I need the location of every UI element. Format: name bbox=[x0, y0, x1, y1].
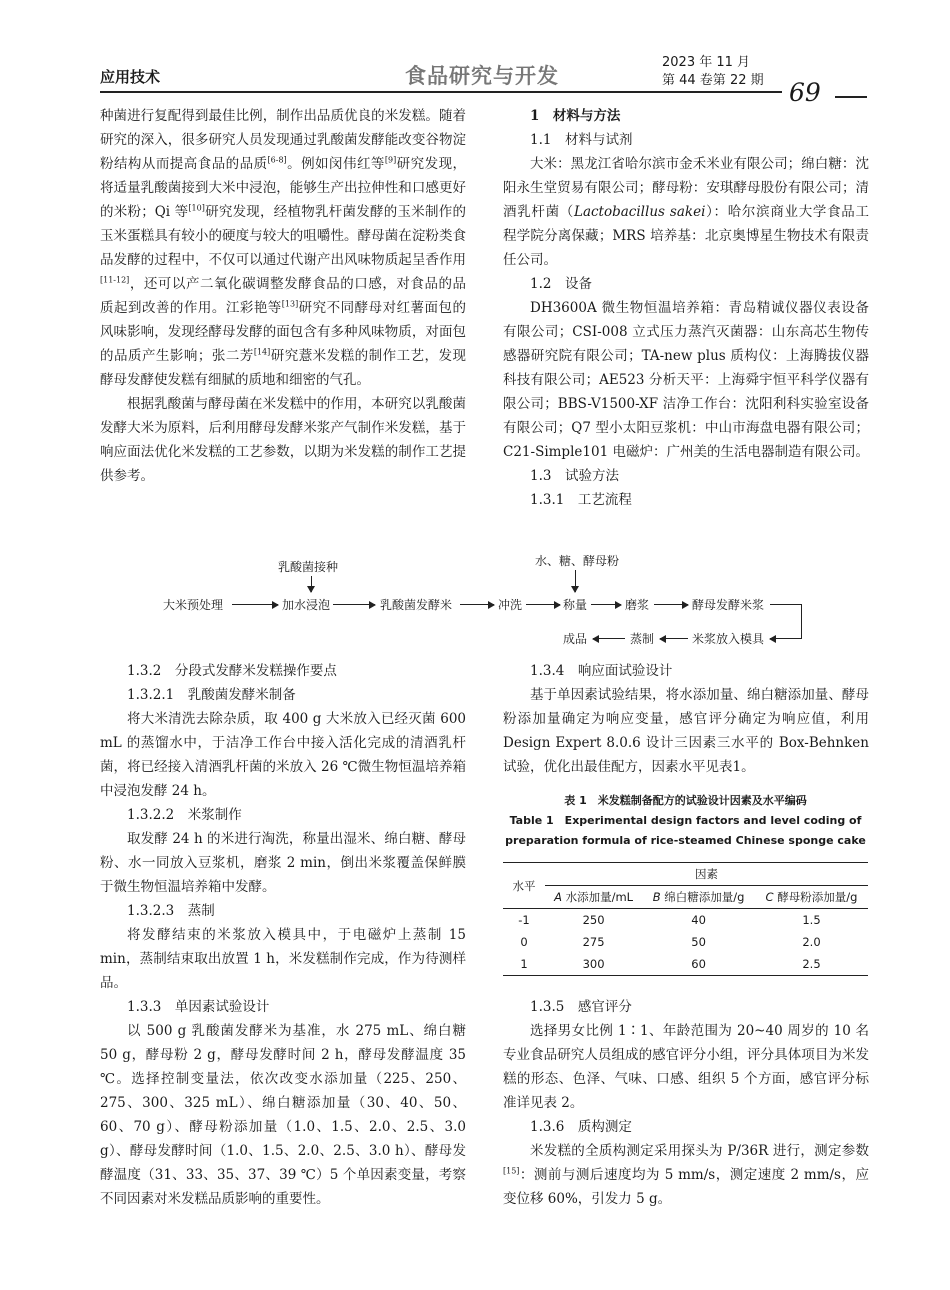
flow-step-7: 酵母发酵米浆 bbox=[692, 598, 765, 612]
flow-arrow bbox=[593, 638, 625, 639]
flow-step-2: 加水浸泡 bbox=[282, 598, 331, 612]
table-caption-en-2: preparation formula of rice-steamed Chinese sponge cake bbox=[505, 834, 866, 847]
table-cell: 1.5 bbox=[802, 913, 821, 927]
heading-1-3-6: 1.3.6 质构测定 bbox=[530, 1119, 632, 1135]
flow-step-6: 磨浆 bbox=[625, 598, 650, 612]
page-number: 69 bbox=[789, 78, 821, 107]
materials-paragraph: 大米：黑龙江省哈尔滨市金禾米业有限公司；绵白糖：沈阳永生堂贸易有限公司；酵母粉：安琪酵母股份有限公司；清酒乳杆菌（Lactobacillus sakei）：哈尔滨商业大学食品工程学院分离保藏；MRS 培养基：北京奥博星生物技术有限责任公司。 bbox=[503, 156, 869, 268]
journal-title: 食品研究与开发 bbox=[405, 64, 559, 88]
heading-1-3-2-2: 1.3.2.2 米浆制作 bbox=[127, 807, 242, 823]
heading-1-2: 1.2 设备 bbox=[530, 276, 592, 292]
heading-1-3-2-3: 1.3.2.3 蒸制 bbox=[127, 903, 215, 919]
table-cell: 60 bbox=[642, 953, 755, 976]
equipment-paragraph: DH3600A 微生物恒温培养箱：青岛精诚仪器仪表设备有限公司；CSI-008 立式压力蒸汽灭菌器：山东高芯生物传感器研究院有限公司；TA-new plus 质构仪：上海腾拔仪器科技有限公司；AE523 分析天平：上海舜宇恒平科学仪器有限公司；BBS-V1500-XF 洁净工作台：沈阳利科实验室设备有限公司；Q7 型小太阳豆浆机：中山市海盘电器有限公司；C21-Simple101 电磁炉：广州美的生活电器制造有限公司。 bbox=[503, 300, 869, 460]
aim-paragraph: 根据乳酸菌与酵母菌在米发糕中的作用，本研究以乳酸菌发酵大米为原料，后利用酵母发酵米浆产气制作米发糕，基于响应面法优化米发糕的工艺参数，以期为米发糕的制作工艺提供参考。 bbox=[100, 396, 466, 484]
heading-1-3-4: 1.3.4 响应面试验设计 bbox=[530, 663, 673, 679]
table-level-header: 水平 bbox=[503, 863, 545, 909]
table-caption-en-1: Table 1 Experimental design factors and level coding of bbox=[509, 814, 862, 827]
flow-arrow bbox=[770, 638, 802, 639]
table-cell: 50 bbox=[691, 935, 706, 949]
heading-1-3-1: 1.3.1 工艺流程 bbox=[530, 492, 632, 508]
table-cell: 40 bbox=[691, 913, 706, 927]
intro-paragraph: 种菌进行复配得到最佳比例，制作出品质优良的米发糕。随着研究的深入，很多研究人员发现通过乳酸菌发酵能改变谷物淀粉结构从而提高食品的品质[6-8]。例如闵伟红等[9]研究发现，将适量乳酸菌接到大米中浸泡，能够生产出拉伸性和口感更好的米粉；Qi 等[10]研究发现，经植物乳杆菌发酵的玉米制作的玉米蛋糕具有较小的硬度与较大的咀嚼性。酵母菌在淀粉类食品发酵的过程中，不仅可以通过代谢产出风味物质起呈香作用[11-12]，还可以产二氧化碳调整发酵食品的口感，对食品的品质起到改善的作用。江彩艳等[13]研究不同酵母对红薯面包的风味影响，发现经酵母发酵的面包含有多种风味物质，对面包的品质产生影响；张二芳[14]研究薏米发糕的制作工艺，发现酵母发酵使发糕有细腻的质地和细密的气孔。 bbox=[100, 108, 467, 388]
flow-connector bbox=[770, 604, 802, 605]
right-column-top bbox=[503, 104, 869, 512]
paragraph-1-3-4: 基于单因素试验结果，将水添加量、绵白糖添加量、酵母粉添加量确定为响应变量，感官评分确定为响应值，利用 Design Expert 8.0.6 设计三因素三水平的 Box-Behnken 试验，优化出最佳配方，因素水平见表1。 bbox=[503, 687, 869, 775]
flow-step-3: 乳酸菌发酵米 bbox=[380, 598, 453, 612]
flow-step-8: 米浆放入模具 bbox=[692, 632, 765, 646]
table-cell: 300 bbox=[545, 953, 642, 976]
flow-step-5: 称量 bbox=[563, 598, 588, 612]
section-label: 应用技术 bbox=[100, 68, 161, 86]
heading-1-3-2: 1.3.2 分段式发酵米发糕操作要点 bbox=[127, 663, 337, 679]
paragraph-1-3-5: 选择男女比例 1∶1、年龄范围为 20~40 周岁的 10 名专业食品研究人员组成的感官评分小组，评分具体项目为米发糕的形态、色泽、气味、口感、组织 5 个方面，感官评分标准详见表 2。 bbox=[503, 1023, 869, 1111]
paragraph-1-3-6: 米发糕的全质构测定采用探头为 P/36R 进行，测定参数[15]：测前与测后速度均为 5 mm/s，测定速度 2 mm/s，应变位移 60%，引发力 5 g。 bbox=[503, 1143, 869, 1207]
table-caption bbox=[503, 791, 868, 851]
heading-1-3-3: 1.3.3 单因素试验设计 bbox=[127, 999, 270, 1015]
flow-connector-vertical bbox=[801, 604, 802, 638]
flow-arrow-down-1 bbox=[311, 576, 312, 592]
flow-arrow-down-2 bbox=[575, 570, 576, 592]
table-cell: 0 bbox=[520, 935, 528, 949]
right-column-middle bbox=[503, 659, 869, 779]
table-col-c: C 酵母粉添加量/g bbox=[755, 886, 868, 909]
table-col-b: B 绵白糖添加量/g bbox=[642, 886, 755, 909]
issue-volume: 第 44 卷第 22 期 bbox=[662, 73, 764, 88]
paragraph-1-3-2-1: 将大米清洗去除杂质，取 400 g 大米放入已经灭菌 600 mL 的蒸馏水中，于洁净工作台中接入活化完成的清酒乳杆菌，将已经接入清酒乳杆菌的米放入 26 ℃微生物恒温培养箱中浸泡发酵 24 h。 bbox=[100, 711, 466, 799]
table-cell: -1 bbox=[518, 913, 530, 927]
flow-step-9: 蒸制 bbox=[630, 632, 655, 646]
issue-info bbox=[662, 54, 764, 90]
flow-arrow bbox=[333, 604, 375, 605]
flow-arrow bbox=[654, 604, 688, 605]
table-row bbox=[503, 909, 868, 932]
table-cell: 275 bbox=[582, 935, 605, 949]
table-cell: 2.5 bbox=[755, 953, 868, 976]
flow-step-1: 大米预处理 bbox=[163, 598, 224, 612]
header-rule bbox=[100, 91, 782, 93]
table-caption-cn: 表 1 米发糕制备配方的试验设计因素及水平编码 bbox=[564, 794, 807, 807]
issue-date: 2023 年 11 月 bbox=[662, 55, 751, 70]
table-factor-header: 因素 bbox=[545, 863, 868, 886]
heading-1-1: 1.1 材料与试剂 bbox=[530, 132, 633, 148]
table-cell: 1 bbox=[503, 953, 545, 976]
flow-additives-label: 水、糖、酵母粉 bbox=[535, 554, 620, 568]
table-col-a: A 水添加量/mL bbox=[545, 886, 642, 909]
flow-step-4: 冲洗 bbox=[498, 598, 523, 612]
factor-level-table bbox=[503, 862, 868, 976]
heading-1-3: 1.3 试验方法 bbox=[530, 468, 619, 484]
section-heading-1: 1 材料与方法 bbox=[530, 108, 621, 124]
paragraph-1-3-2-2: 取发酵 24 h 的米进行淘洗，称量出湿米、绵白糖、酵母粉、水一同放入豆浆机，磨浆 2 min，倒出米浆覆盖保鲜膜于微生物恒温培养箱中发酵。 bbox=[100, 831, 466, 895]
flow-arrow bbox=[232, 604, 278, 605]
flow-step-10: 成品 bbox=[563, 632, 588, 646]
right-column-bottom bbox=[503, 995, 869, 1211]
flow-arrow bbox=[660, 638, 688, 639]
table-cell: 250 bbox=[582, 913, 605, 927]
process-flow-diagram bbox=[0, 550, 950, 650]
left-column-bottom bbox=[100, 659, 466, 1211]
heading-1-3-2-1: 1.3.2.1 乳酸菌发酵米制备 bbox=[127, 687, 296, 703]
flow-inoculation-label: 乳酸菌接种 bbox=[278, 560, 339, 574]
paragraph-1-3-3: 以 500 g 乳酸菌发酵米为基准，水 275 mL、绵白糖 50 g，酵母粉 2 g，酵母发酵时间 2 h，酵母发酵温度 35 ℃。选择控制变量法，依次改变水添加量（225、250、275、300、325 mL）、绵白糖添加量（30、40、50、60、70 g）、酵母粉添加量（1.0、1.5、2.0、2.5、3.0 g）、酵母发酵时间（1.0、1.5、2.0、2.5、3.0 h）、酵母发酵温度（31、33、35、37、39 ℃）5 个单因素变量，考察不同因素对米发糕品质影响的重要性。 bbox=[100, 1023, 466, 1207]
table-row bbox=[503, 931, 868, 953]
flow-arrow bbox=[460, 604, 494, 605]
page-number-rule bbox=[835, 96, 867, 98]
paragraph-1-3-2-3: 将发酵结束的米浆放入模具中，于电磁炉上蒸制 15 min，蒸制结束取出放置 1 h，米发糕制作完成，作为待测样品。 bbox=[100, 927, 466, 991]
flow-arrow bbox=[526, 604, 560, 605]
table-cell: 2.0 bbox=[802, 935, 821, 949]
left-column-top bbox=[100, 104, 466, 488]
flow-arrow bbox=[591, 604, 621, 605]
table-row bbox=[503, 953, 868, 976]
heading-1-3-5: 1.3.5 感官评分 bbox=[530, 999, 632, 1015]
